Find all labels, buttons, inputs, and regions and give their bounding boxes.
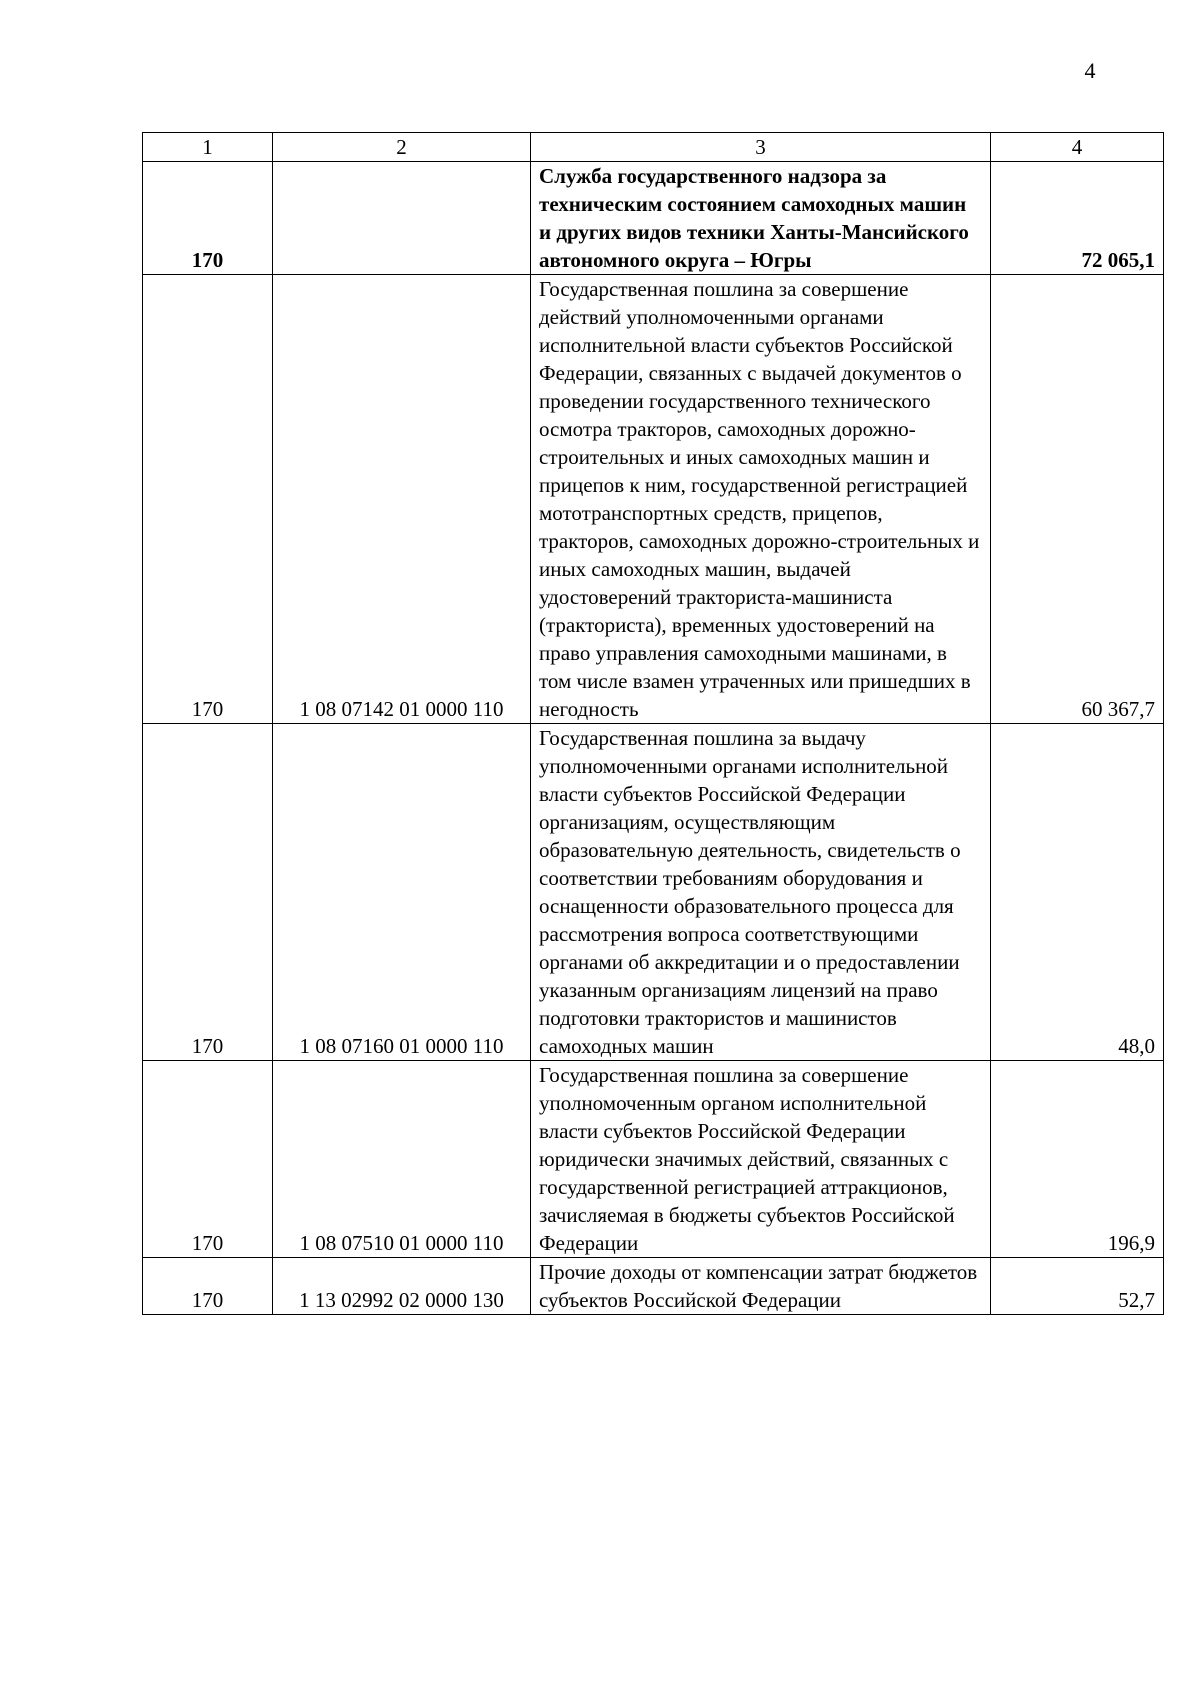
budget-code-cell xyxy=(273,162,531,275)
revenue-name-cell: Прочие доходы от компенсации затрат бюджетов субъектов Российской Федерации xyxy=(531,1258,991,1315)
amount-cell: 48,0 xyxy=(991,724,1164,1061)
column-header: 1 xyxy=(143,133,273,162)
admin-code-cell: 170 xyxy=(143,162,273,275)
revenue-name-cell: Государственная пошлина за совершение уполномоченным органом исполнительной власти субъектов Российской Федерации юридически значимых действий, связанных с государственной регистрацией аттракционов, зачисляемая в бюджеты субъектов Российской Федерации xyxy=(531,1061,991,1258)
table-header-row xyxy=(143,133,1164,162)
budget-code-cell: 1 13 02992 02 0000 130 xyxy=(273,1258,531,1315)
budget-code-cell: 1 08 07142 01 0000 110 xyxy=(273,275,531,724)
column-header: 3 xyxy=(531,133,991,162)
amount-cell: 60 367,7 xyxy=(991,275,1164,724)
table-row xyxy=(143,1258,1164,1315)
revenue-table xyxy=(142,132,1164,1315)
revenue-name-cell: Государственная пошлина за выдачу уполномоченными органами исполнительной власти субъектов Российской Федерации организациям, осуществляющим образовательную деятельность, свидетельств о соответствии требованиям оборудования и оснащенности образовательного процесса для рассмотрения вопроса соответствующими органами об аккредитации и о предоставлении указанным организациям лицензий на право подготовки трактористов и машинистов самоходных машин xyxy=(531,724,991,1061)
revenue-name-cell: Служба государственного надзора за техническим состоянием самоходных машин и других видов техники Ханты-Мансийского автономного округа – Югры xyxy=(531,162,991,275)
budget-code-cell: 1 08 07160 01 0000 110 xyxy=(273,724,531,1061)
admin-code-cell: 170 xyxy=(143,724,273,1061)
admin-code-cell: 170 xyxy=(143,1061,273,1258)
admin-code-cell: 170 xyxy=(143,1258,273,1315)
amount-cell: 52,7 xyxy=(991,1258,1164,1315)
revenue-name-cell: Государственная пошлина за совершение действий уполномоченными органами исполнительной власти субъектов Российской Федерации, связанных с выдачей документов о проведении государственного технического осмотра тракторов, самоходных дорожно-строительных и иных самоходных машин и прицепов к ним, государственной регистрацией мототранспортных средств, прицепов, тракторов, самоходных дорожно-строительных и иных самоходных машин, выдачей удостоверений тракториста-машиниста (тракториста), временных удостоверений на право управления самоходными машинами, в том числе взамен утраченных или пришедших в негодность xyxy=(531,275,991,724)
amount-cell: 72 065,1 xyxy=(991,162,1164,275)
table-row xyxy=(143,162,1164,275)
table-row xyxy=(143,275,1164,724)
amount-cell: 196,9 xyxy=(991,1061,1164,1258)
admin-code-cell: 170 xyxy=(143,275,273,724)
table-row xyxy=(143,724,1164,1061)
page-number: 4 xyxy=(1084,58,1096,83)
column-header: 2 xyxy=(273,133,531,162)
table-row xyxy=(143,1061,1164,1258)
budget-code-cell: 1 08 07510 01 0000 110 xyxy=(273,1061,531,1258)
column-header: 4 xyxy=(991,133,1164,162)
